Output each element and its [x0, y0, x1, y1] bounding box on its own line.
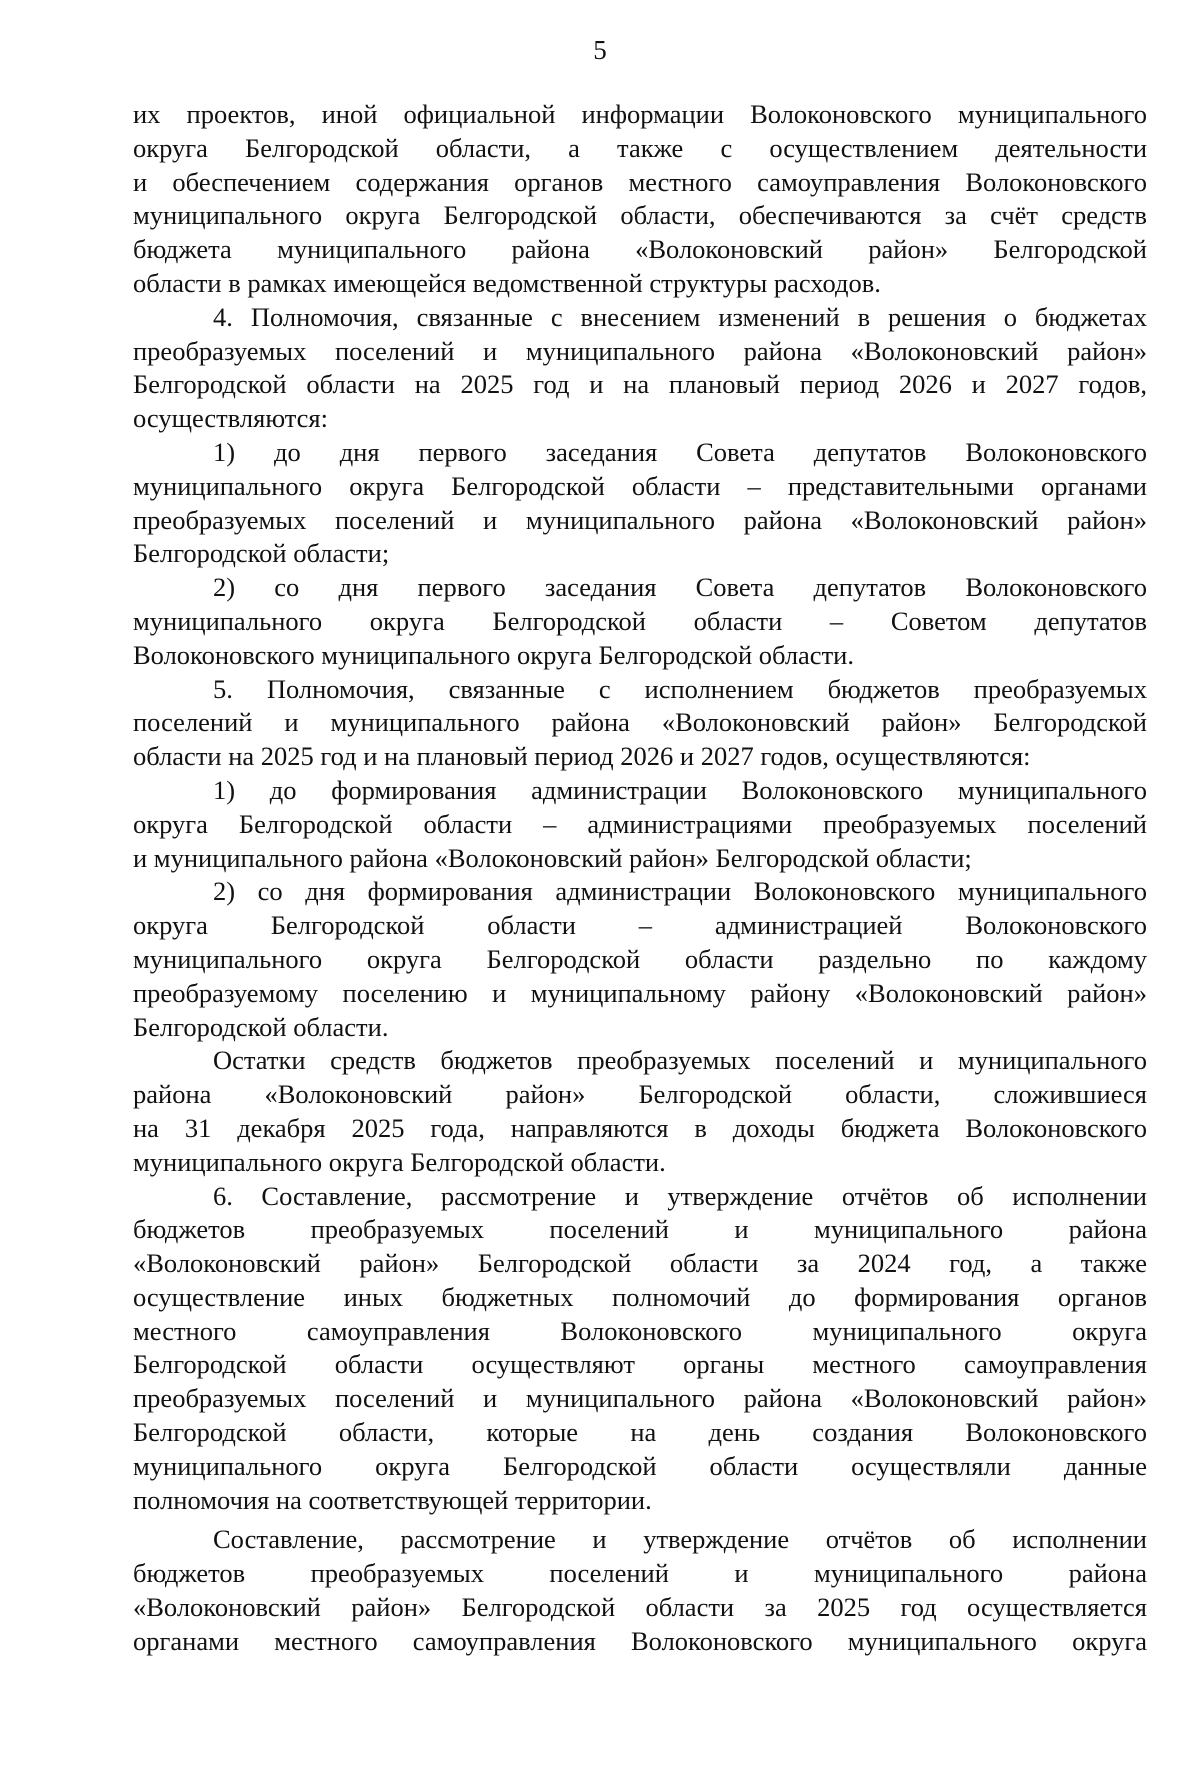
paragraph — [133, 98, 1147, 301]
text-line: осуществление иных бюджетных полномочий до формирования органов — [133, 1281, 1147, 1312]
page-number: 5 — [593, 35, 607, 65]
paragraph — [133, 875, 1147, 1044]
paragraph — [133, 1180, 1147, 1518]
text-line: «Волоконовский район» Белгородской области за 2024 год, а также — [133, 1248, 1147, 1279]
paragraph — [133, 1044, 1147, 1179]
text-line: района «Волоконовский район» Белгородской области, сложившиеся — [133, 1079, 1147, 1110]
text-line: «Волоконовский район» Белгородской области за 2025 год осуществляется — [133, 1592, 1147, 1623]
text-line: 2) со дня первого заседания Совета депутатов Волоконовского — [213, 572, 1147, 603]
paragraph — [133, 301, 1147, 436]
text-line: на 31 декабря 2025 года, направляются в доходы бюджета Волоконовского — [133, 1112, 1147, 1143]
text-line: преобразуемому поселению и муниципальному району «Волоконовский район» — [133, 977, 1147, 1008]
text-line: округа Белгородской области, а также с осуществлением деятельности — [133, 132, 1147, 163]
text-line: преобразуемых поселений и муниципального района «Волоконовский район» — [133, 335, 1147, 366]
text-line: муниципального округа Белгородской области, обеспечиваются за счёт средств — [133, 200, 1147, 231]
text-line: 6. Составление, рассмотрение и утверждение отчётов об исполнении — [213, 1180, 1147, 1211]
text-line: Белгородской области осуществляют органы местного самоуправления — [133, 1349, 1147, 1380]
text-line: округа Белгородской области – администрацией Волоконовского — [133, 910, 1147, 941]
text-line: Остатки средств бюджетов преобразуемых поселений и муниципального — [213, 1045, 1147, 1076]
text-line: округа Белгородской области – администрациями преобразуемых поселений — [133, 808, 1147, 839]
text-line: области на 2025 год и на плановый период 2026 и 2027 годов, осуществляются: — [133, 741, 1031, 772]
text-line: муниципального округа Белгородской области – представительными органами — [133, 470, 1147, 501]
paragraph — [133, 774, 1147, 875]
text-line: бюджетов преобразуемых поселений и муниципального района — [133, 1214, 1147, 1245]
paragraph — [133, 1523, 1147, 1658]
paragraph — [133, 673, 1147, 774]
text-line: 1) до формирования администрации Волоконовского муниципального — [213, 774, 1147, 805]
paragraph — [133, 436, 1147, 571]
text-line: муниципального округа Белгородской области раздельно по каждому — [133, 943, 1147, 974]
text-line: Белгородской области. — [133, 1011, 389, 1042]
document-body — [133, 98, 1147, 1659]
text-line: Белгородской области; — [133, 538, 390, 569]
text-line: полномочия на соответствующей территории. — [133, 1484, 652, 1515]
text-line: органами местного самоуправления Волоконовского муниципального округа — [133, 1625, 1147, 1656]
text-line: осуществляются: — [133, 403, 328, 434]
text-line: Белгородской области, которые на день создания Волоконовского — [133, 1417, 1147, 1448]
text-line: 1) до дня первого заседания Совета депутатов Волоконовского — [213, 436, 1147, 467]
text-line: муниципального округа Белгородской области осуществляли данные — [133, 1450, 1147, 1481]
text-line: Белгородской области на 2025 год и на плановый период 2026 и 2027 годов, — [133, 369, 1147, 400]
text-line: муниципального округа Белгородской области – Советом депутатов — [133, 605, 1147, 636]
text-line: их проектов, иной официальной информации Волоконовского муниципального — [133, 99, 1147, 129]
text-line: Волоконовского муниципального округа Белгородской области. — [133, 639, 854, 670]
text-line: местного самоуправления Волоконовского муниципального округа — [133, 1315, 1147, 1346]
text-line: Составление, рассмотрение и утверждение отчётов об исполнении — [213, 1524, 1147, 1555]
text-line: бюджета муниципального района «Волоконовский район» Белгородской — [133, 234, 1147, 265]
text-line: преобразуемых поселений и муниципального района «Волоконовский район» — [133, 1383, 1147, 1414]
text-line: области в рамках имеющейся ведомственной структуры расходов. — [133, 267, 881, 298]
text-line: 5. Полномочия, связанные с исполнением бюджетов преобразуемых — [213, 673, 1147, 704]
text-line: и муниципального района «Волоконовский район» Белгородской области; — [133, 842, 972, 873]
text-line: поселений и муниципального района «Волоконовский район» Белгородской — [133, 707, 1147, 738]
paragraph — [133, 571, 1147, 672]
text-line: преобразуемых поселений и муниципального района «Волоконовский район» — [133, 504, 1147, 535]
text-line: 2) со дня формирования администрации Волоконовского муниципального — [213, 876, 1147, 907]
text-line: 4. Полномочия, связанные с внесением изменений в решения о бюджетах — [213, 301, 1147, 332]
text-line: муниципального округа Белгородской области. — [133, 1146, 666, 1177]
text-line: бюджетов преобразуемых поселений и муниципального района — [133, 1558, 1147, 1589]
text-line: и обеспечением содержания органов местного самоуправления Волоконовского — [133, 166, 1147, 197]
